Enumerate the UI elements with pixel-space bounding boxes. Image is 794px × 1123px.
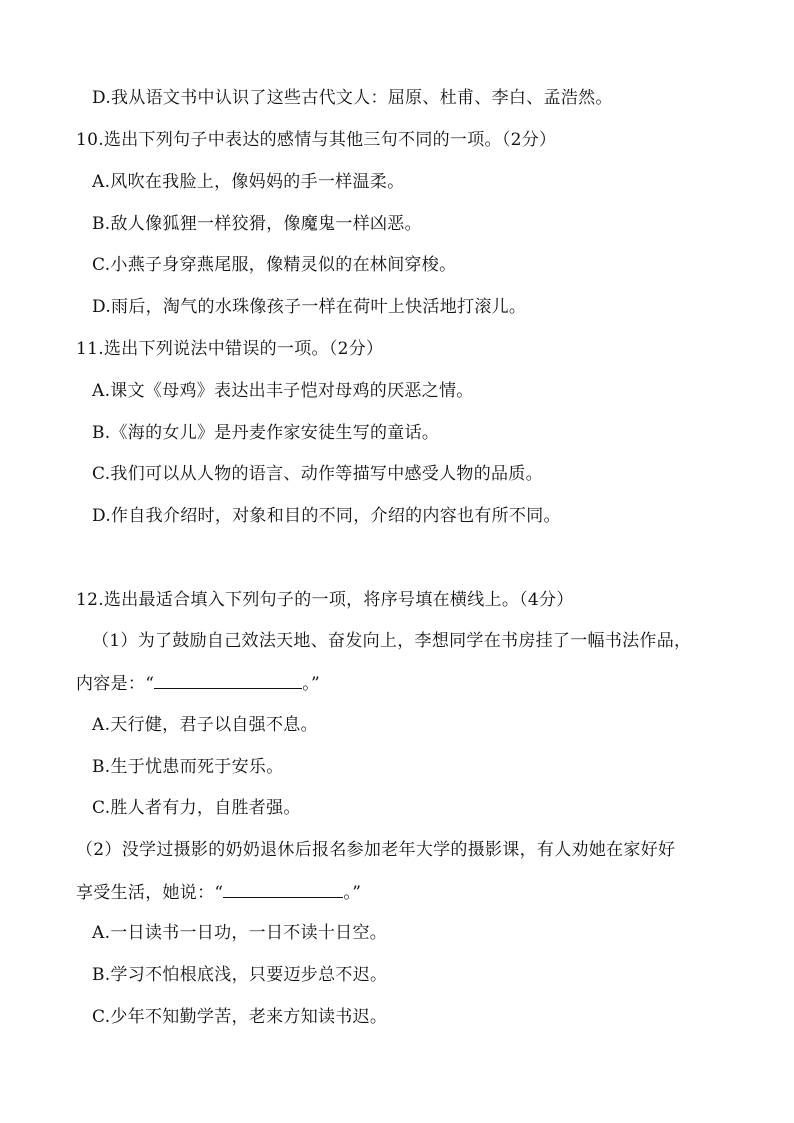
q12-part2-prefix: 享受生活，她说：“	[76, 883, 224, 903]
q10-option-d: D.雨后，淘气的水珠像孩子一样在荷叶上快活地打滚儿。	[92, 297, 527, 317]
q12-part1-prompt: （1）为了鼓励自己效法天地、奋发向上，李想同学在书房挂了一幅书法作品，	[92, 631, 692, 651]
q10-stem: 10.选出下列句子中表达的感情与其他三句不同的一项。（2分）	[76, 130, 557, 150]
q12-part2-option-c: C.少年不知勤学苦，老来方知读书迟。	[92, 1007, 388, 1027]
q12-part1-prompt-cont	[76, 671, 320, 696]
q10-option-c: C.小燕子身穿燕尾服，像精灵似的在林间穿梭。	[92, 255, 457, 275]
q11-option-d: D.作自我介绍时，对象和目的不同，介绍的内容也有所不同。	[92, 506, 561, 526]
q12-part2-suffix: 。”	[343, 883, 362, 903]
q12-part2-option-a: A.一日读书一日功，一日不读十日空。	[92, 923, 388, 943]
q12-part1-option-b: B.生于忧患而死于安乐。	[92, 757, 284, 777]
q12-part2-option-b: B.学习不怕根底浅，只要迈步总不迟。	[92, 965, 388, 985]
q12-part1-suffix: 。”	[302, 674, 320, 694]
q10-option-a: A.风吹在我脸上，像妈妈的手一样温柔。	[92, 172, 405, 192]
q12-part2-answer-blank[interactable]	[223, 880, 343, 898]
q12-stem: 12.选出最适合填入下列句子的一项，将序号填在横线上。（4分）	[76, 590, 574, 610]
q12-part1-option-c: C.胜人者有力，自胜者强。	[92, 798, 301, 818]
q12-part2-prompt: （2）没学过摄影的奶奶退休后报名参加老年大学的摄影课，有人劝她在家好好	[76, 840, 676, 860]
q12-part1-answer-blank[interactable]	[154, 671, 302, 689]
q9-option-d: D.我从语文书中认识了这些古代文人：屈原、杜甫、李白、孟浩然。	[92, 88, 613, 108]
q11-option-c: C.我们可以从人物的语言、动作等描写中感受人物的品质。	[92, 464, 543, 484]
q12-part1-prefix: 内容是：“	[76, 674, 155, 694]
q11-stem: 11.选出下列说法中错误的一项。（2分）	[76, 339, 384, 359]
q11-option-b: B.《海的女儿》是丹麦作家安徒生写的童话。	[92, 423, 440, 443]
q11-option-a: A.课文《母鸡》表达出丰子恺对母鸡的厌恶之情。	[92, 381, 474, 401]
q10-option-b: B.敌人像狐狸一样狡猾，像魔鬼一样凶恶。	[92, 214, 422, 234]
q12-part1-option-a: A.天行健，君子以自强不息。	[92, 715, 318, 735]
q12-part2-prompt-cont	[76, 880, 361, 905]
